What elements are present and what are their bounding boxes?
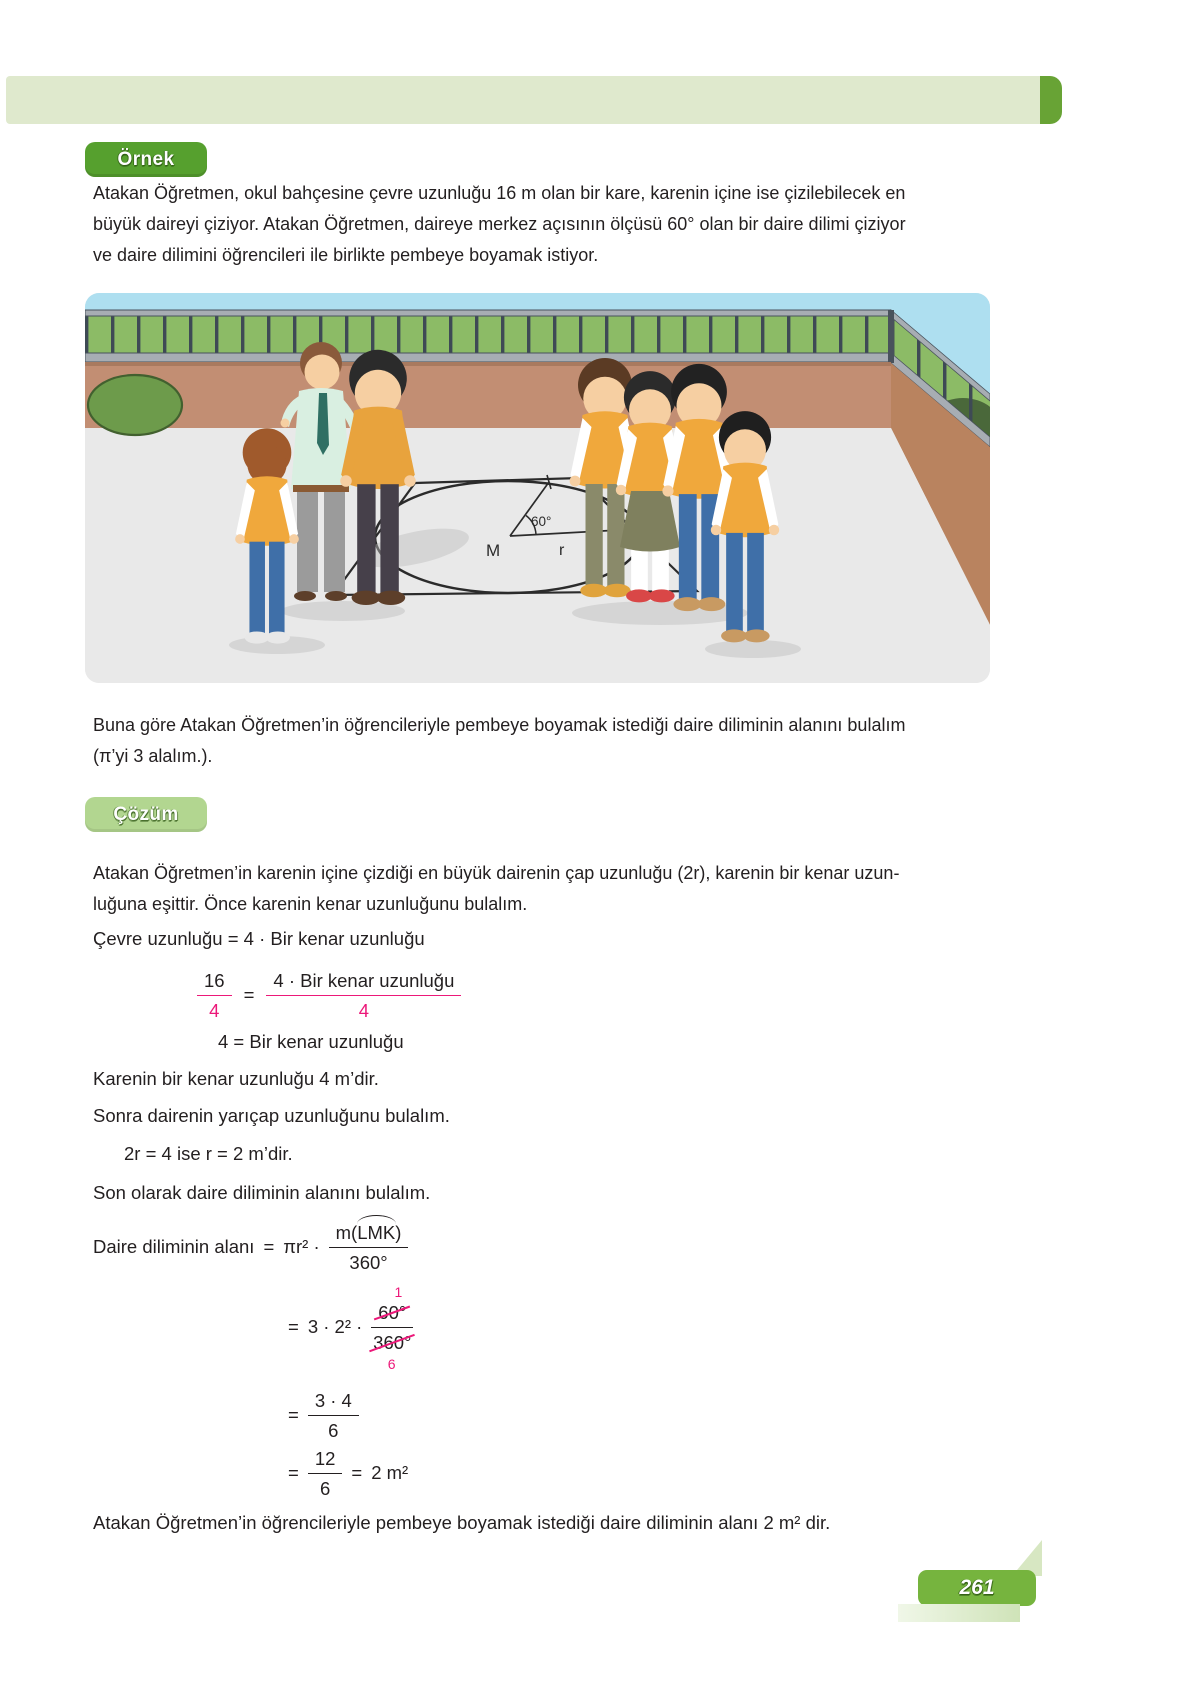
cancelled-60: 60° 1 [378, 1301, 406, 1324]
fence-posts [85, 315, 891, 357]
angle-label: 60° [531, 514, 552, 529]
ground [85, 428, 990, 683]
area-coefficient: 3 · 2² · [307, 1316, 363, 1337]
denominator [373, 1328, 412, 1372]
numerator: 12 [308, 1447, 343, 1474]
equals-sign: = [243, 984, 255, 1005]
numerator: m(LMK) [329, 1221, 409, 1248]
center-label: M [486, 541, 501, 560]
numerator: 3 · 4 [308, 1389, 359, 1416]
equals-sign: = [263, 1236, 275, 1257]
numerator: 4 · Bir kenar uzunluğu [266, 969, 461, 996]
page-number-badge: 261 [918, 1570, 1036, 1606]
denominator: 360° [349, 1251, 388, 1273]
question-paragraph [93, 710, 998, 772]
area-step-3 [288, 1388, 359, 1442]
example-paragraph [93, 178, 998, 271]
cancelled-360: 360° 6 [373, 1331, 411, 1354]
numerator: 16 [197, 969, 232, 996]
cancelled-fraction [371, 1283, 413, 1372]
equals-sign: = [288, 1404, 299, 1425]
solution-intro-line: Atakan Öğretmen’in karenin içine çizdiği en büyük dairenin çap uzunluğu (2r), karenin bir kenar uzun- [93, 863, 900, 883]
radius-equation: 2r = 4 ise r = 2 m’dir. [124, 1143, 293, 1164]
numerator [371, 1283, 413, 1328]
denominator: 6 [328, 1419, 339, 1441]
area-lhs: Daire diliminin alanı [93, 1236, 255, 1257]
fraction-left [197, 969, 232, 1022]
example-badge: Örnek [85, 142, 207, 177]
denominator: 4 [209, 999, 220, 1021]
paragraph-line: ve daire dilimini öğrencileri ile birlikte pembeye boyamak istiyor. [93, 245, 599, 265]
schoolyard-scene [85, 293, 990, 683]
top-decorative-bar [6, 76, 1042, 124]
area-coefficient: πr² · [283, 1236, 320, 1257]
side-equation: 4 = Bir kenar uzunluğu [218, 1031, 404, 1052]
fraction [308, 1389, 359, 1442]
radius-intro: Sonra dairenin yarıçap uzunluğunu bulalım. [93, 1105, 450, 1126]
cancel-result-6: 6 [387, 1355, 396, 1372]
equals-sign: = [288, 1462, 299, 1483]
area-step-1 [93, 1218, 408, 1276]
question-line: Buna göre Atakan Öğretmen’in öğrencileriyle pembeye boyamak istediği daire diliminin alanını bulalım [93, 715, 906, 735]
denominator: 4 [358, 999, 370, 1021]
equals-sign: = [351, 1462, 363, 1483]
radius-label: r [559, 542, 565, 559]
denominator: 6 [319, 1477, 331, 1499]
fraction [308, 1447, 343, 1500]
equals-sign: = [288, 1316, 299, 1337]
area-step-2 [288, 1283, 413, 1371]
area-result: 2 m² [371, 1462, 409, 1483]
solution-intro-line: luğuna eşittir. Önce karenin kenar uzunluğunu bulalım. [93, 894, 528, 914]
area-step-4 [288, 1446, 408, 1500]
paragraph-line: büyük daireyi çiziyor. Atakan Öğretmen, daireye merkez açısının ölçüsü 60° olan bir daire dilimi çiziyor [93, 214, 906, 234]
conclusion: Atakan Öğretmen’in öğrencileriyle pembeye boyamak istediği daire diliminin alanı 2 m² dir. [93, 1512, 831, 1533]
side-statement: Karenin bir kenar uzunluğu 4 m’dir. [93, 1068, 379, 1089]
division-equation [197, 966, 461, 1024]
paragraph-line: Atakan Öğretmen, okul bahçesine çevre uzunluğu 16 m olan bir kare, karenin içine ise çizilebilecek en [93, 183, 906, 203]
top-bar-end-cap [1040, 76, 1062, 124]
wall-front-shade [85, 362, 891, 366]
solution-badge: Çözüm [85, 797, 207, 832]
page-badge-tail [898, 1604, 1020, 1622]
area-intro: Son olarak daire diliminin alanını bulalım. [93, 1182, 431, 1203]
question-line: (π’yi 3 alalım.). [93, 746, 213, 766]
angle-fraction [329, 1221, 409, 1274]
cancel-result-1: 1 [394, 1283, 403, 1300]
fence-corner-post [888, 310, 894, 363]
perimeter-equation: Çevre uzunluğu = 4 · Bir kenar uzunluğu [93, 928, 425, 949]
solution-intro [93, 858, 998, 920]
fence-top-rail [85, 310, 891, 316]
arc-over-lmk: LMK [357, 1221, 396, 1243]
wall-front [85, 362, 891, 428]
bush-left [88, 375, 182, 435]
fence-bottom-rail [85, 353, 891, 362]
schoolyard-illustration [85, 293, 990, 683]
fraction-right [266, 969, 461, 1022]
